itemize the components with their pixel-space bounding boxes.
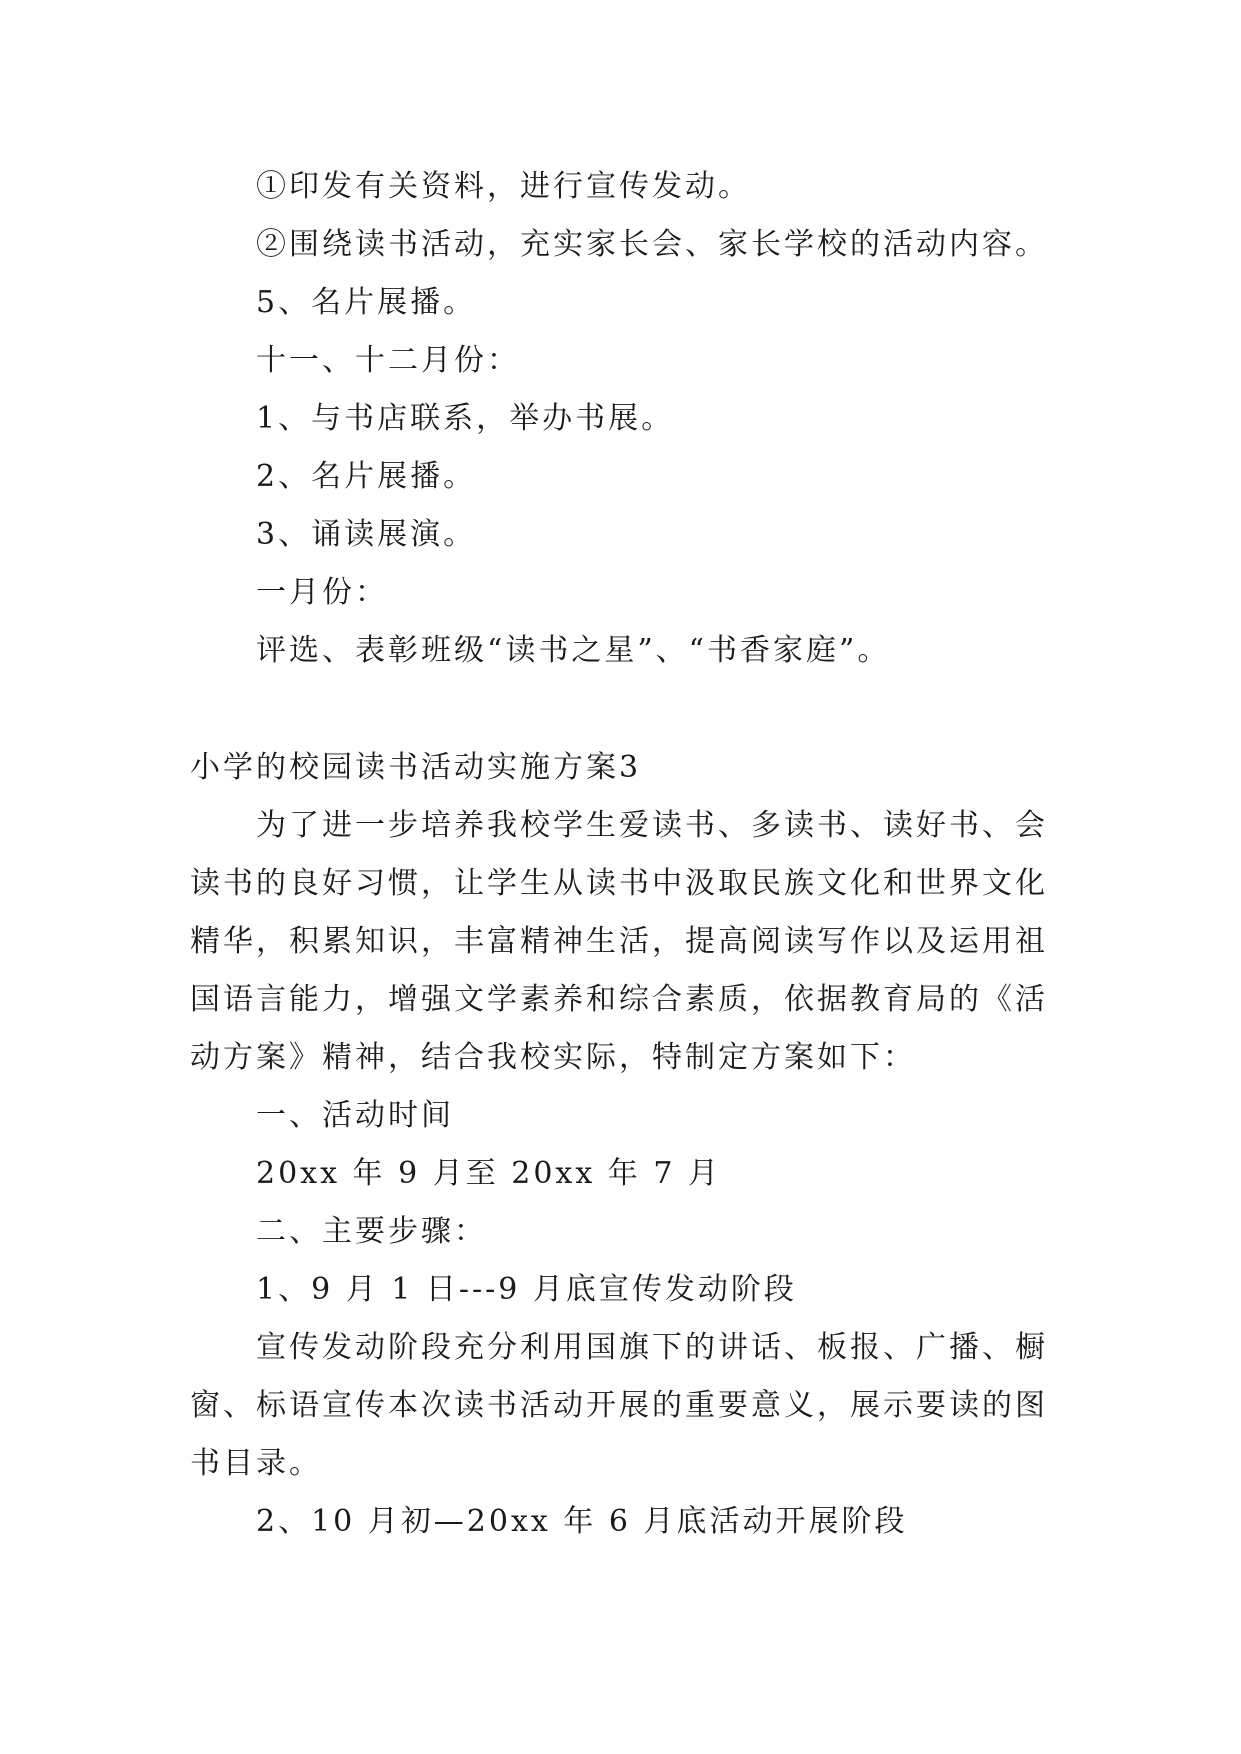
intro-line: 精华，积累知识，丰富精神生活，提高阅读写作以及运用祖 bbox=[190, 924, 1048, 959]
step1-line: 窗、标语宣传本次读书活动开展的重要意义，展示要读的图 bbox=[190, 1388, 1048, 1423]
intro-line: 动方案》精神，结合我校实际，特制定方案如下： bbox=[190, 1040, 916, 1075]
time-value: 20xx 年 9 月至 20xx 年 7 月 bbox=[256, 1156, 721, 1191]
step1-line: 宣传发动阶段充分利用国旗下的讲话、板报、广播、橱 bbox=[256, 1330, 1048, 1365]
step1-heading: 1、9 月 1 日---9 月底宣传发动阶段 bbox=[256, 1272, 797, 1307]
paragraph-line: 1、与书店联系，举办书展。 bbox=[256, 401, 675, 436]
paragraph-line: 2、名片展播。 bbox=[256, 459, 477, 494]
paragraph-line: 评选、表彰班级“读书之星”、“书香家庭”。 bbox=[256, 633, 891, 668]
paragraph-line: 3、诵读展演。 bbox=[256, 517, 477, 552]
time-heading: 一、活动时间 bbox=[256, 1098, 454, 1133]
paragraph-line: ②围绕读书活动，充实家长会、家长学校的活动内容。 bbox=[256, 227, 1048, 262]
section-title: 小学的校园读书活动实施方案3 bbox=[190, 750, 642, 785]
step1-line: 书目录。 bbox=[190, 1446, 322, 1481]
paragraph-line: 5、名片展播。 bbox=[256, 285, 477, 320]
paragraph-line: ①印发有关资料，进行宣传发动。 bbox=[256, 169, 751, 204]
intro-line: 读书的良好习惯，让学生从读书中汲取民族文化和世界文化 bbox=[190, 866, 1048, 901]
month-heading: 一月份： bbox=[256, 575, 388, 610]
month-heading: 十一、十二月份： bbox=[256, 343, 520, 378]
steps-heading: 二、主要步骤： bbox=[256, 1214, 487, 1249]
intro-line: 为了进一步培养我校学生爱读书、多读书、读好书、会 bbox=[256, 808, 1048, 843]
intro-line: 国语言能力，增强文学素养和综合素质，依据教育局的《活 bbox=[190, 982, 1048, 1017]
step2-heading: 2、10 月初—20xx 年 6 月底活动开展阶段 bbox=[256, 1504, 908, 1539]
